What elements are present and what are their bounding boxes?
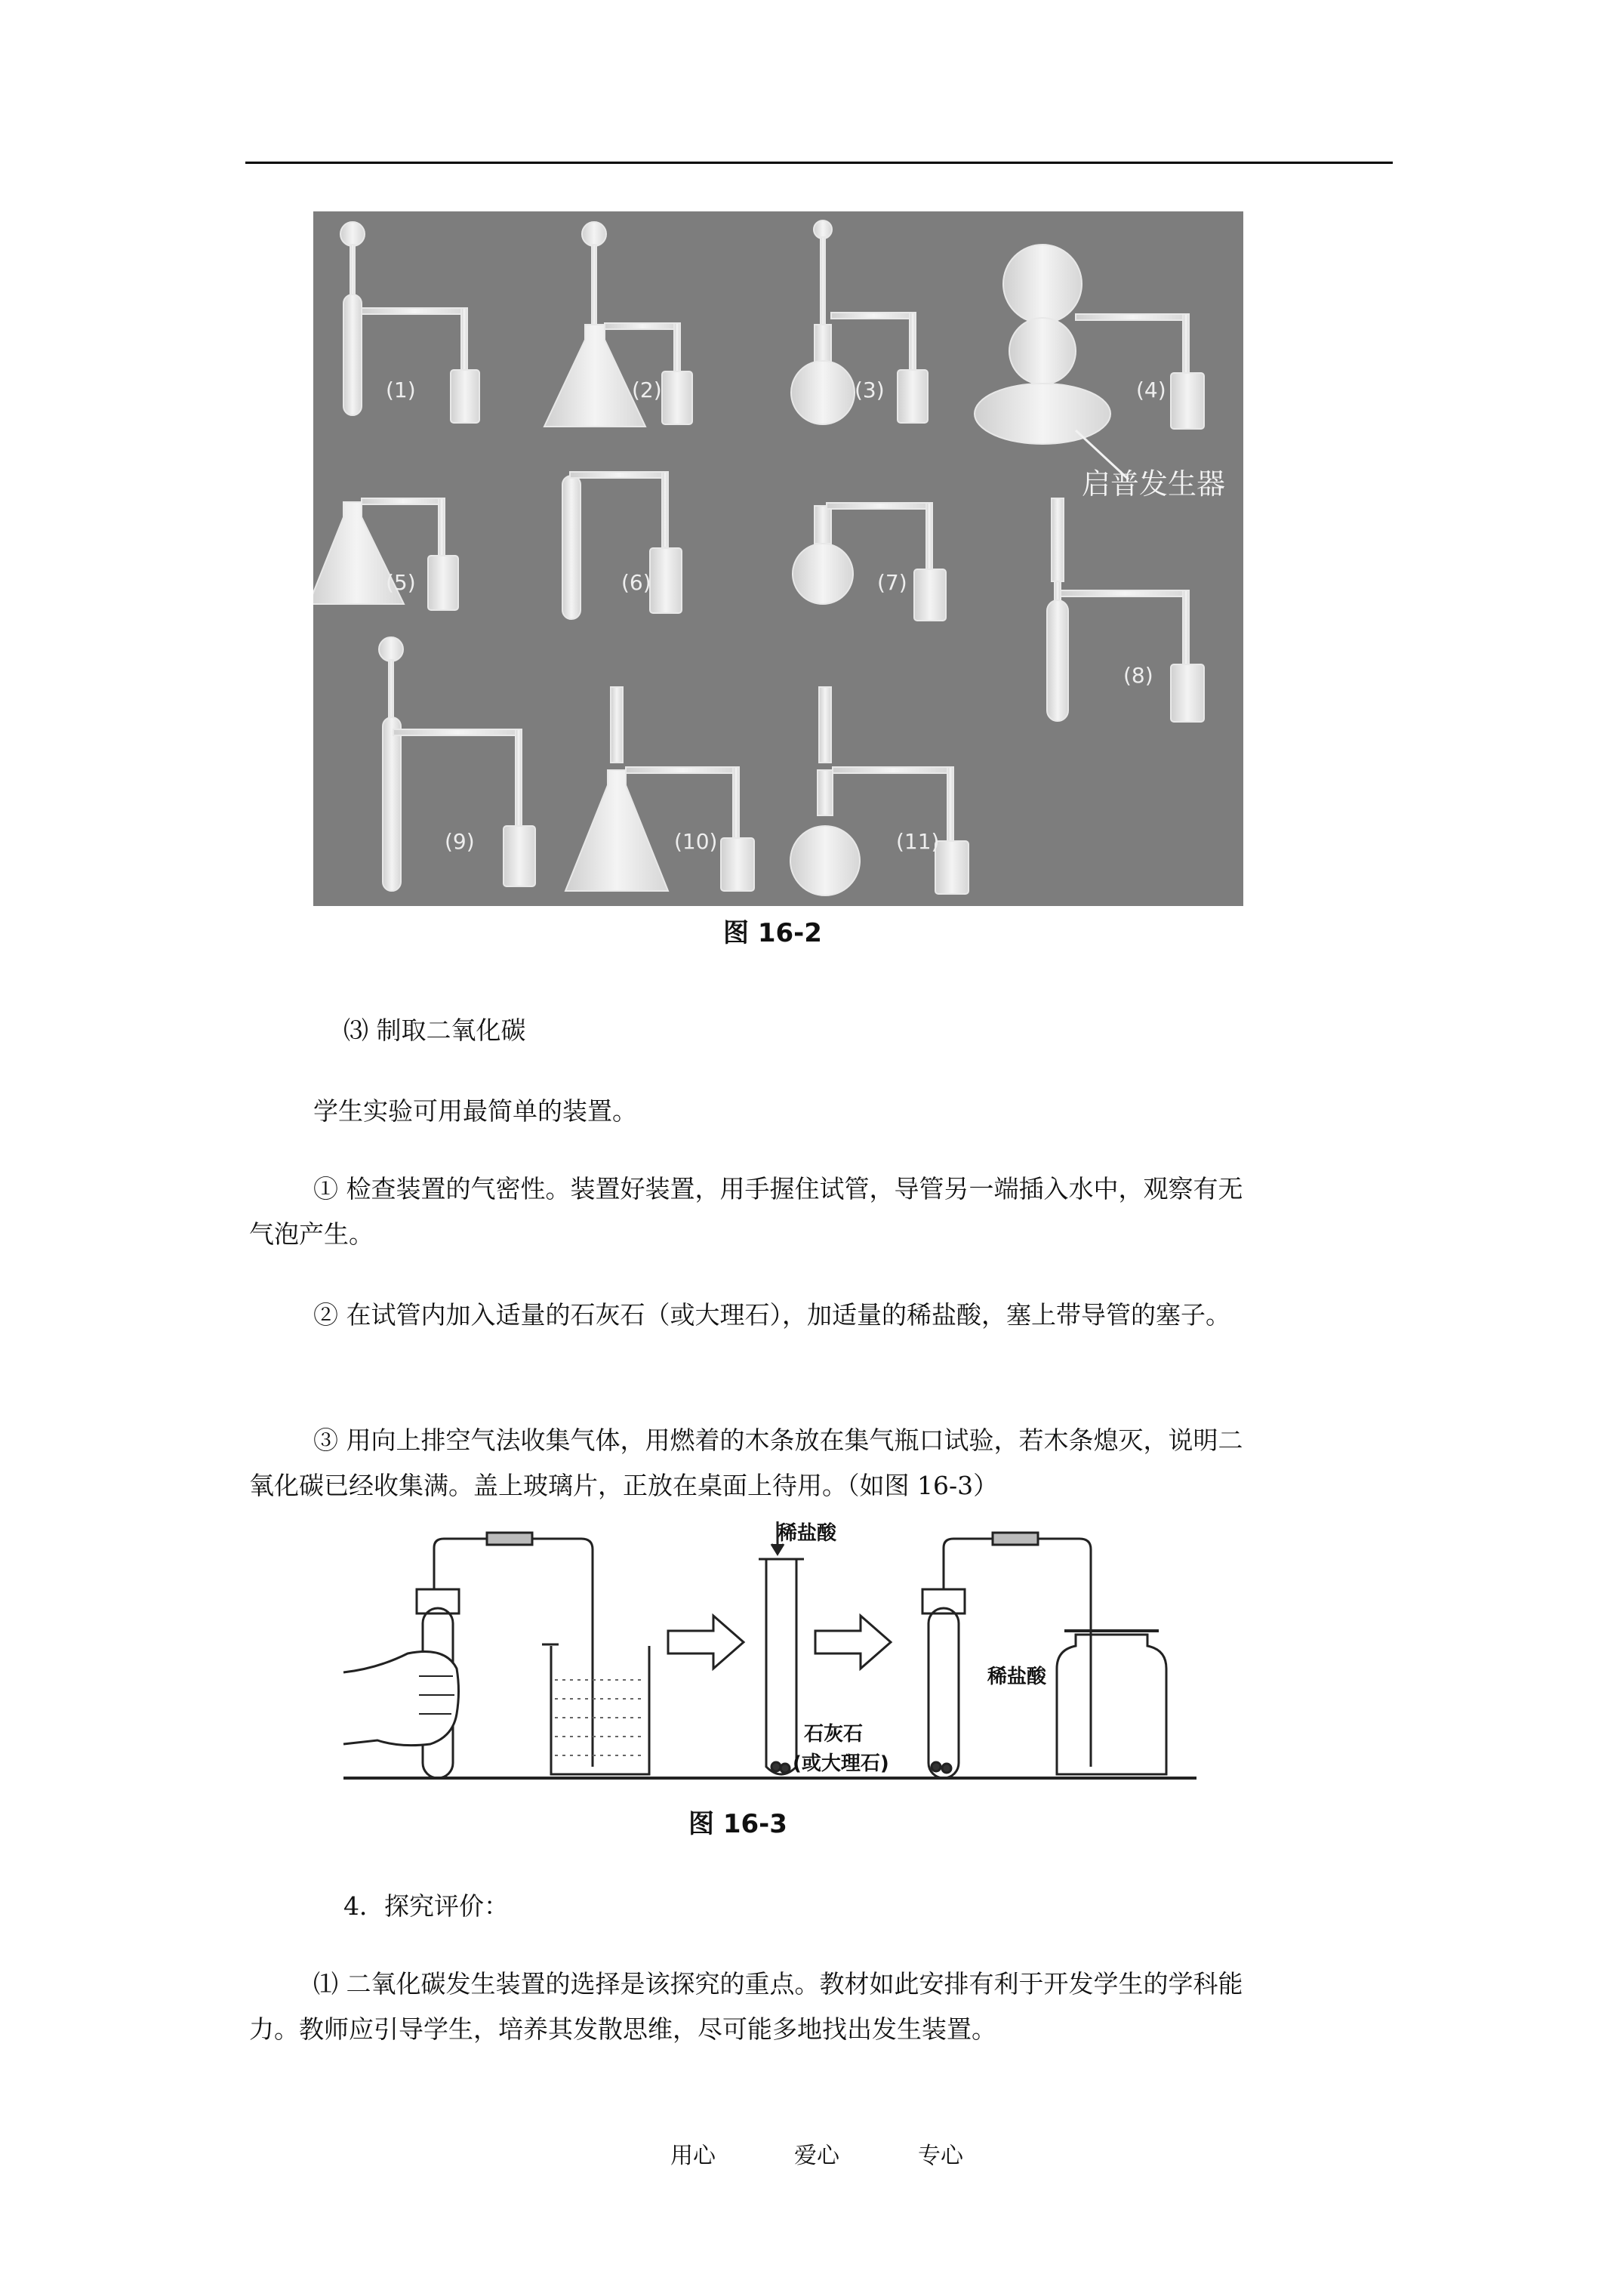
label-3: (3) (855, 378, 885, 402)
label-1: (1) (386, 378, 416, 402)
section-heading: ⑶ 制取二氧化碳 (343, 1015, 526, 1045)
figure-16-3 (332, 1518, 1208, 1797)
label-11: (11) (896, 829, 940, 854)
label-7: (7) (877, 570, 907, 595)
label-5: (5) (386, 570, 416, 595)
apparatus-2 (544, 222, 692, 427)
apparatus-10 (565, 687, 754, 891)
step3-line1: ③ 用向上排空气法收集气体，用燃着的木条放在集气瓶口试验，若木条熄灭，说明二 (313, 1425, 1243, 1455)
label-marble: (或大理石) (793, 1752, 889, 1775)
step1-line2: 气泡产生。 (249, 1219, 374, 1249)
co2-setup-diagram (332, 1518, 1208, 1797)
apparatus-7 (793, 503, 946, 621)
label-6: (6) (621, 570, 651, 595)
label-9: (9) (445, 829, 475, 854)
figure-16-2 (313, 211, 1243, 906)
apparatus-4-kipp (975, 245, 1204, 444)
label-kipp-callout: 启普发生器 (1082, 467, 1226, 501)
intro-text: 学生实验可用最简单的装置。 (313, 1096, 637, 1126)
footer-text-3: 专心 (918, 2143, 963, 2169)
step1-line1: ① 检查装置的气密性。装置好装置，用手握住试管，导管另一端插入水中，观察有无 (313, 1174, 1243, 1203)
evaluation-line1: ⑴ 二氧化碳发生装置的选择是该探究的重点。教材如此安排有利于开发学生的学科能 (313, 1969, 1243, 1999)
evaluation-heading: 4．探究评价： (343, 1891, 509, 1921)
label-10: (10) (674, 829, 718, 854)
header-rule (245, 162, 1393, 164)
apparatus-8 (1047, 498, 1204, 722)
footer-text-2: 爱心 (794, 2143, 839, 2169)
apparatus-11 (790, 687, 969, 895)
figure-16-2-caption: 图 16-2 (723, 918, 822, 948)
label-acid-top: 稀盐酸 (778, 1522, 837, 1545)
step3-line2: 氧化碳已经收集满。盖上玻璃片，正放在桌面上待用。（如图 16-3） (249, 1471, 999, 1500)
label-2: (2) (632, 378, 662, 402)
evaluation-line2: 力。教师应引导学生，培养其发散思维，尽可能多地找出发生装置。 (249, 2014, 996, 2044)
step2-text: ② 在试管内加入适量的石灰石（或大理石），加适量的稀盐酸，塞上带导管的塞子。 (313, 1300, 1230, 1330)
footer-text-1: 用心 (670, 2143, 716, 2169)
apparatus-6 (562, 472, 682, 619)
label-acid-right: 稀盐酸 (987, 1666, 1047, 1688)
figure-16-3-caption: 图 16-3 (688, 1809, 787, 1839)
apparatus-grid (313, 211, 1243, 906)
label-4: (4) (1136, 378, 1166, 402)
label-limestone: 石灰石 (804, 1723, 864, 1746)
label-8: (8) (1123, 663, 1153, 688)
